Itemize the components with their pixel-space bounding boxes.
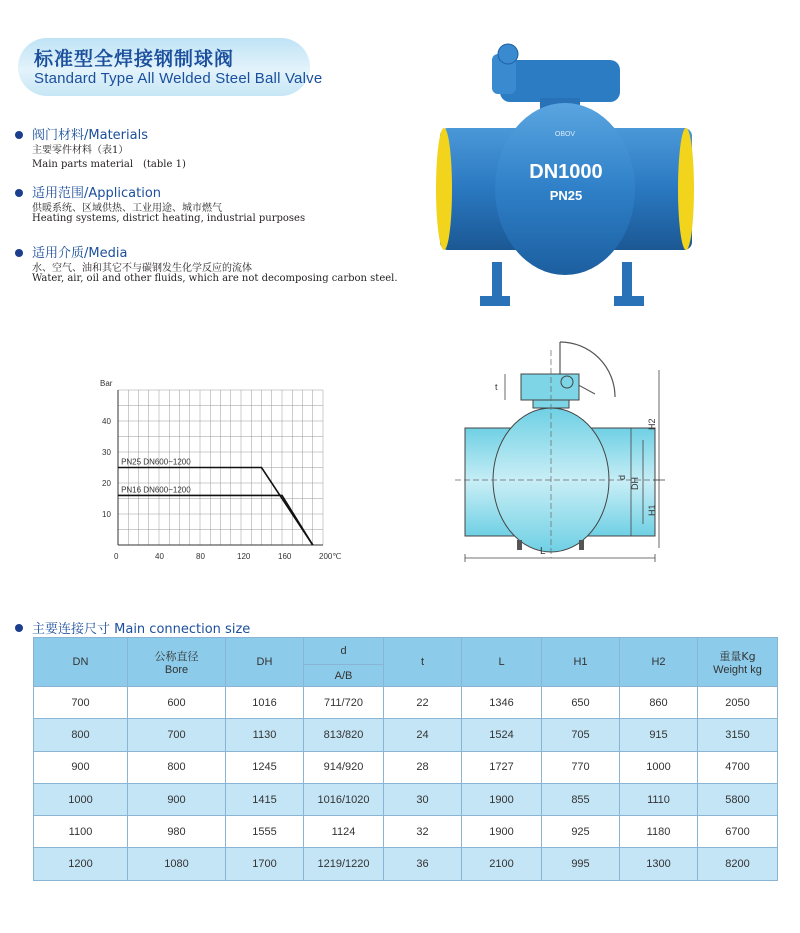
cell-l: 1900 bbox=[462, 816, 542, 848]
cell-dh: 1130 bbox=[226, 719, 304, 751]
cell-dh: 1415 bbox=[226, 783, 304, 815]
y-tick-label: 10 bbox=[102, 510, 111, 519]
table-row bbox=[34, 719, 778, 751]
y-tick-label: 40 bbox=[102, 417, 111, 426]
dim-h1-label: H1 bbox=[647, 504, 657, 516]
cell-t: 24 bbox=[384, 719, 462, 751]
cell-t: 36 bbox=[384, 848, 462, 880]
col-header-d-sub: A/B bbox=[304, 665, 384, 687]
dim-dh-label: DH bbox=[630, 477, 640, 490]
gearbox-icon bbox=[500, 60, 620, 102]
cell-dh: 1555 bbox=[226, 816, 304, 848]
application-line-en: Heating systems, district heating, industrial purposes bbox=[32, 213, 306, 224]
materials-line-cn: 主要零件材料（表1） bbox=[32, 145, 129, 156]
col-header-h1: H1 bbox=[542, 638, 620, 687]
x-tick-label: 0 bbox=[114, 552, 119, 561]
cell-weight: 3150 bbox=[698, 719, 778, 751]
brand-mark: OBOV bbox=[554, 131, 576, 138]
col-header-bore bbox=[128, 638, 226, 687]
x-tick-label: 80 bbox=[196, 552, 205, 561]
cell-l: 1727 bbox=[462, 751, 542, 783]
cell-h1: 705 bbox=[542, 719, 620, 751]
dim-d-label: d bbox=[617, 474, 627, 480]
cell-l: 1900 bbox=[462, 783, 542, 815]
bullet-icon bbox=[15, 189, 23, 197]
series-line bbox=[118, 495, 313, 545]
table-title: 主要连接尺寸 Main connection size bbox=[32, 622, 251, 637]
table-row bbox=[34, 816, 778, 848]
cell-h2: 860 bbox=[620, 687, 698, 719]
dim-l-label: L bbox=[540, 546, 546, 557]
cell-h1: 650 bbox=[542, 687, 620, 719]
cell-h2: 1300 bbox=[620, 848, 698, 880]
cell-h1: 855 bbox=[542, 783, 620, 815]
col-header-weight bbox=[698, 638, 778, 687]
cell-weight: 2050 bbox=[698, 687, 778, 719]
cell-d: 1219/1220 bbox=[304, 848, 384, 880]
page-title-en: Standard Type All Welded Steel Ball Valve bbox=[34, 70, 323, 87]
x-tick-label: 40 bbox=[155, 552, 164, 561]
cell-bore: 600 bbox=[128, 687, 226, 719]
cell-d: 711/720 bbox=[304, 687, 384, 719]
valve-photo bbox=[430, 40, 700, 312]
table-row bbox=[34, 687, 778, 719]
dim-h2-label: H2 bbox=[647, 418, 657, 430]
connection-size-table bbox=[33, 637, 778, 881]
col-header-d: d bbox=[304, 638, 384, 665]
bullet-icon bbox=[15, 249, 23, 257]
cell-weight: 8200 bbox=[698, 848, 778, 880]
bullet-icon bbox=[15, 624, 23, 632]
bullet-icon bbox=[15, 131, 23, 139]
dim-t-label: t bbox=[495, 382, 498, 392]
cell-bore: 700 bbox=[128, 719, 226, 751]
cell-dn: 1100 bbox=[34, 816, 128, 848]
cell-h1: 925 bbox=[542, 816, 620, 848]
cell-d: 1016/1020 bbox=[304, 783, 384, 815]
x-tick-label: 120 bbox=[237, 552, 251, 561]
media-heading: 适用介质/Media bbox=[32, 246, 128, 261]
cell-dn: 700 bbox=[34, 687, 128, 719]
x-tick-label: 160 bbox=[278, 552, 292, 561]
cell-h2: 915 bbox=[620, 719, 698, 751]
cell-dh: 1245 bbox=[226, 751, 304, 783]
col-header-h2: H2 bbox=[620, 638, 698, 687]
cell-dn: 1200 bbox=[34, 848, 128, 880]
cell-h1: 770 bbox=[542, 751, 620, 783]
cell-weight: 5800 bbox=[698, 783, 778, 815]
col-header-l: L bbox=[462, 638, 542, 687]
materials-heading: 阀门材料/Materials bbox=[32, 128, 148, 143]
cell-weight: 4700 bbox=[698, 751, 778, 783]
series-label: PN25 DN600~1200 bbox=[121, 457, 191, 467]
cell-h1: 995 bbox=[542, 848, 620, 880]
cell-bore: 800 bbox=[128, 751, 226, 783]
table-row bbox=[34, 751, 778, 783]
col-header-weight-en: Weight kg bbox=[713, 664, 762, 676]
col-header-t: t bbox=[384, 638, 462, 687]
col-header-dn: DN bbox=[34, 638, 128, 687]
cell-h2: 1000 bbox=[620, 751, 698, 783]
application-line-cn: 供暖系统、区域供热、工业用途、城市燃气 bbox=[32, 203, 222, 214]
cell-d: 914/920 bbox=[304, 751, 384, 783]
x-tick-label: 200℃ bbox=[319, 552, 342, 561]
cell-bore: 900 bbox=[128, 783, 226, 815]
series-line bbox=[118, 468, 313, 546]
cell-dh: 1016 bbox=[226, 687, 304, 719]
cell-t: 28 bbox=[384, 751, 462, 783]
col-header-bore-cn: 公称直径 bbox=[154, 650, 199, 663]
table-row bbox=[34, 783, 778, 815]
cell-h2: 1110 bbox=[620, 783, 698, 815]
materials-line-en: Main parts material (table 1) bbox=[32, 159, 186, 170]
chart-series-group bbox=[118, 468, 313, 546]
pipe-end-left bbox=[436, 128, 452, 250]
series-label: PN16 DN600~1200 bbox=[121, 485, 191, 495]
cell-weight: 6700 bbox=[698, 816, 778, 848]
y-axis-label: Bar bbox=[100, 380, 113, 388]
cell-t: 32 bbox=[384, 816, 462, 848]
cell-l: 1346 bbox=[462, 687, 542, 719]
cell-t: 30 bbox=[384, 783, 462, 815]
dimension-drawing bbox=[455, 330, 675, 570]
y-tick-label: 30 bbox=[102, 448, 111, 457]
cell-t: 22 bbox=[384, 687, 462, 719]
cell-bore: 980 bbox=[128, 816, 226, 848]
cell-dn: 900 bbox=[34, 751, 128, 783]
col-header-dh: DH bbox=[226, 638, 304, 687]
cell-bore: 1080 bbox=[128, 848, 226, 880]
table-row bbox=[34, 848, 778, 880]
media-line-cn: 水、空气、油和其它不与碳钢发生化学反应的流体 bbox=[32, 263, 252, 274]
media-line-en: Water, air, oil and other fluids, which are not decomposing carbon steel. bbox=[32, 273, 398, 284]
pressure-label: PN25 bbox=[549, 188, 583, 203]
cell-dh: 1700 bbox=[226, 848, 304, 880]
cell-l: 2100 bbox=[462, 848, 542, 880]
cell-dn: 1000 bbox=[34, 783, 128, 815]
page-title-cn: 标准型全焊接钢制球阀 bbox=[34, 48, 235, 70]
cell-l: 1524 bbox=[462, 719, 542, 751]
cell-d: 813/820 bbox=[304, 719, 384, 751]
col-header-weight-cn: 重量Kg bbox=[719, 650, 756, 663]
cell-d: 1124 bbox=[304, 816, 384, 848]
cell-h2: 1180 bbox=[620, 816, 698, 848]
size-label: DN1000 bbox=[529, 161, 603, 183]
col-header-bore-en: Bore bbox=[164, 664, 189, 676]
y-tick-label: 20 bbox=[102, 479, 111, 488]
cell-dn: 800 bbox=[34, 719, 128, 751]
application-heading: 适用范围/Application bbox=[32, 186, 162, 201]
pressure-temperature-chart bbox=[90, 380, 350, 570]
pipe-end-right bbox=[678, 128, 694, 250]
